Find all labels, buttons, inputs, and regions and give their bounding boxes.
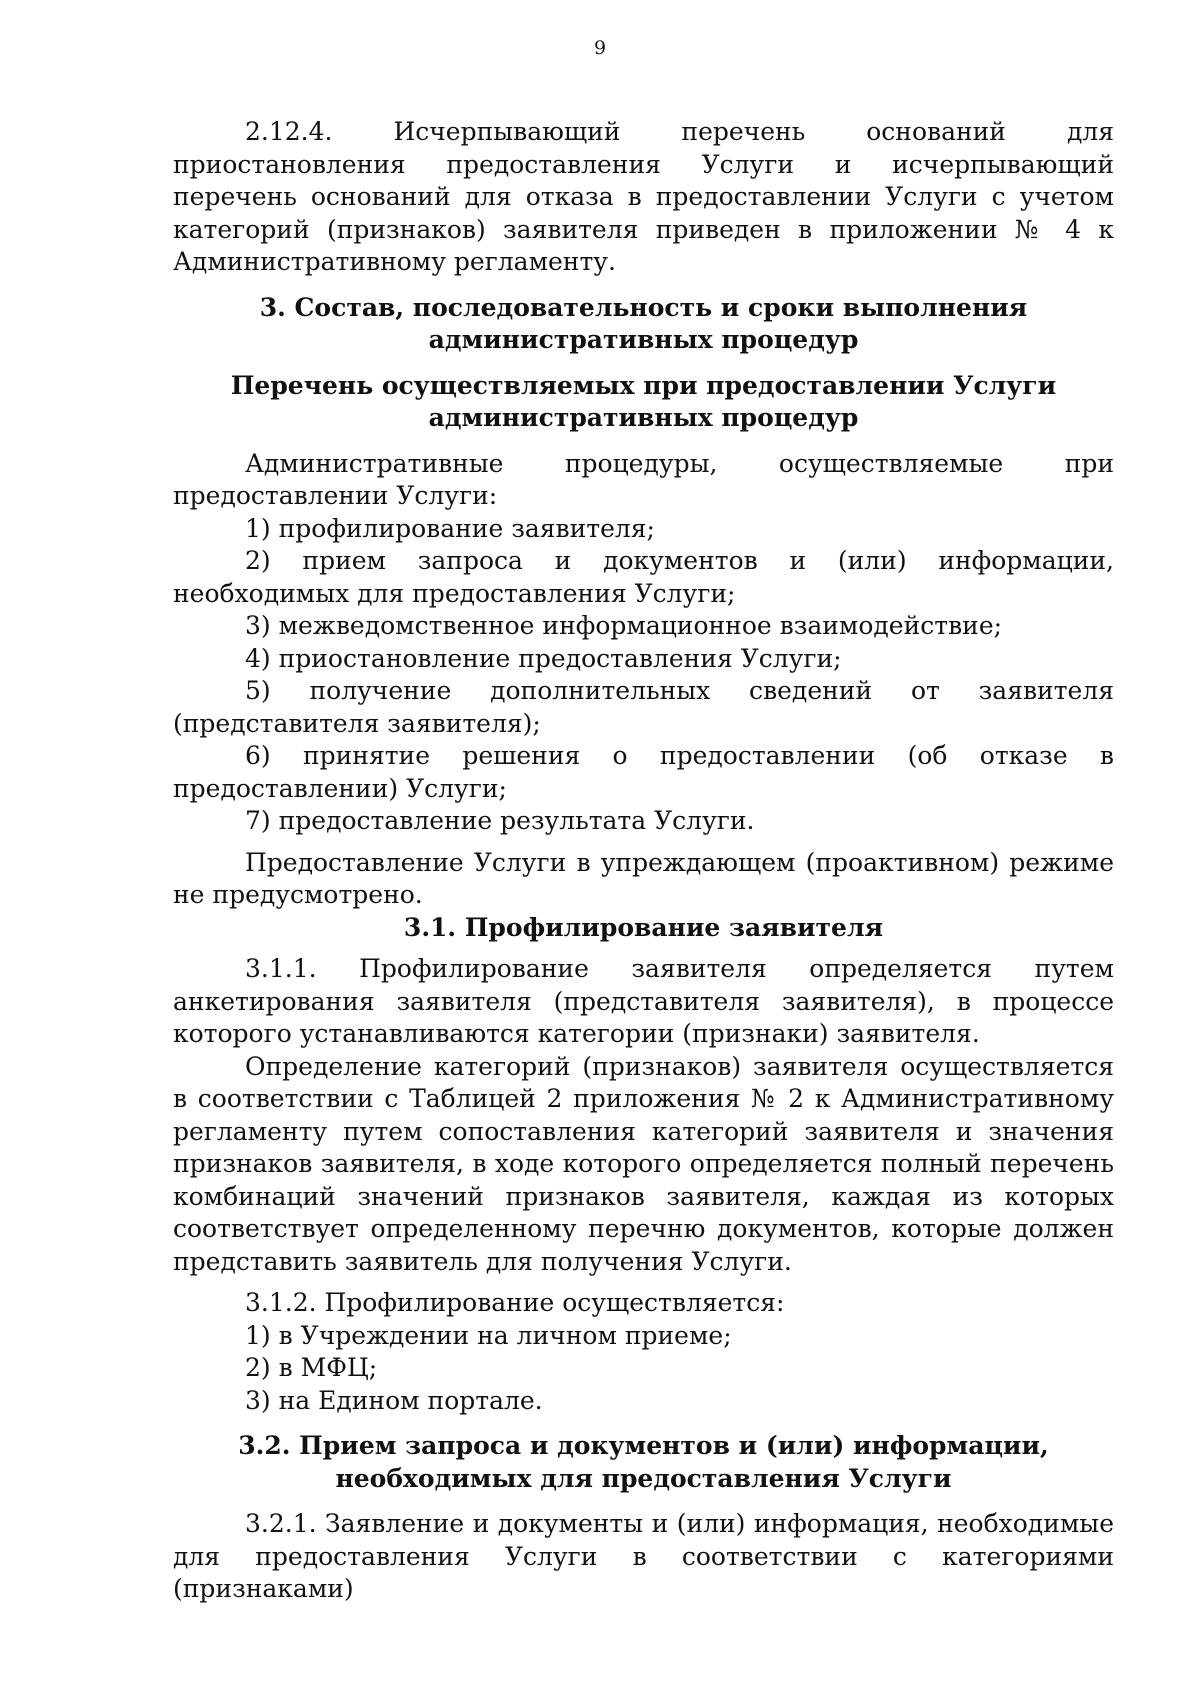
paragraph-3-1-2: 3.1.2. Профилирование осуществляется: — [245, 1288, 785, 1317]
section-3-title: 3. Состав, последовательность и сроки выполнения административных процедур — [259, 292, 1028, 354]
procedure-item-6: 6) принятие решения о предоставлении (об отказе в предоставлении) Услуги; — [173, 741, 1114, 803]
procedure-item-3: 3) межведомственное информационное взаимодействие; — [245, 611, 1003, 640]
procedure-item-1: 1) профилирование заявителя; — [245, 513, 655, 543]
page-content — [173, 116, 1114, 1606]
procedures-intro: Административные процедуры, осуществляемые при предоставлении Услуги: — [173, 448, 1114, 510]
procedure-item-4: 4) приостановление предоставления Услуги; — [245, 643, 842, 673]
proactive-note: Предоставление Услуги в упреждающем (проактивном) режиме не предусмотрено. — [173, 847, 1114, 909]
section-3-subtitle: Перечень осуществляемых при предоставлении Услуги административных процедур — [230, 370, 1057, 432]
paragraph-2-12-4: 2.12.4. Исчерпывающий перечень оснований для приостановления предоставления Услуги и исчерпывающий перечень оснований для отказа в предоставлении Услуги с учетом категорий (признаков) заявителя приведен в приложении № 4 к Административному регламенту. — [173, 117, 1114, 276]
procedure-item-7: 7) предоставление результата Услуги. — [245, 806, 755, 835]
paragraph-3-2-1: 3.2.1. Заявление и документы и (или) информация, необходимые для предоставления Услуги в соответствии с категориями (признаками) — [173, 1509, 1114, 1603]
profiling-place-1: 1) в Учреждении на личном приеме; — [245, 1320, 732, 1350]
profiling-place-2: 2) в МФЦ; — [245, 1353, 378, 1382]
procedure-item-2: 2) прием запроса и документов и (или) информации, необходимых для предоставления Услуги; — [173, 546, 1114, 608]
section-3-2-title: 3.2. Прием запроса и документов и (или) информации, необходимых для предоставления Услуги — [238, 1431, 1049, 1493]
paragraph-3-1-1: 3.1.1. Профилирование заявителя определяется путем анкетирования заявителя (представителя заявителя), в процессе которого устанавливаются категории (признаки) заявителя. — [173, 954, 1114, 1048]
profiling-place-3: 3) на Едином портале. — [245, 1385, 543, 1415]
page-number: 9 — [593, 37, 607, 59]
section-3-1-title: 3.1. Профилирование заявителя — [403, 912, 884, 942]
paragraph-definition: Определение категорий (признаков) заявителя осуществляется в соответствии с Таблицей 2 приложения № 2 к Административному регламенту путем сопоставления категорий заявителя и значения признаков заявителя, в ходе которого определяется полный перечень комбинаций значений признаков заявителя, каждая из которых соответствует определенному перечню документов, которые должен представить заявитель для получения Услуги. — [173, 1051, 1114, 1276]
procedure-item-5: 5) получение дополнительных сведений от заявителя (представителя заявителя); — [173, 676, 1114, 738]
